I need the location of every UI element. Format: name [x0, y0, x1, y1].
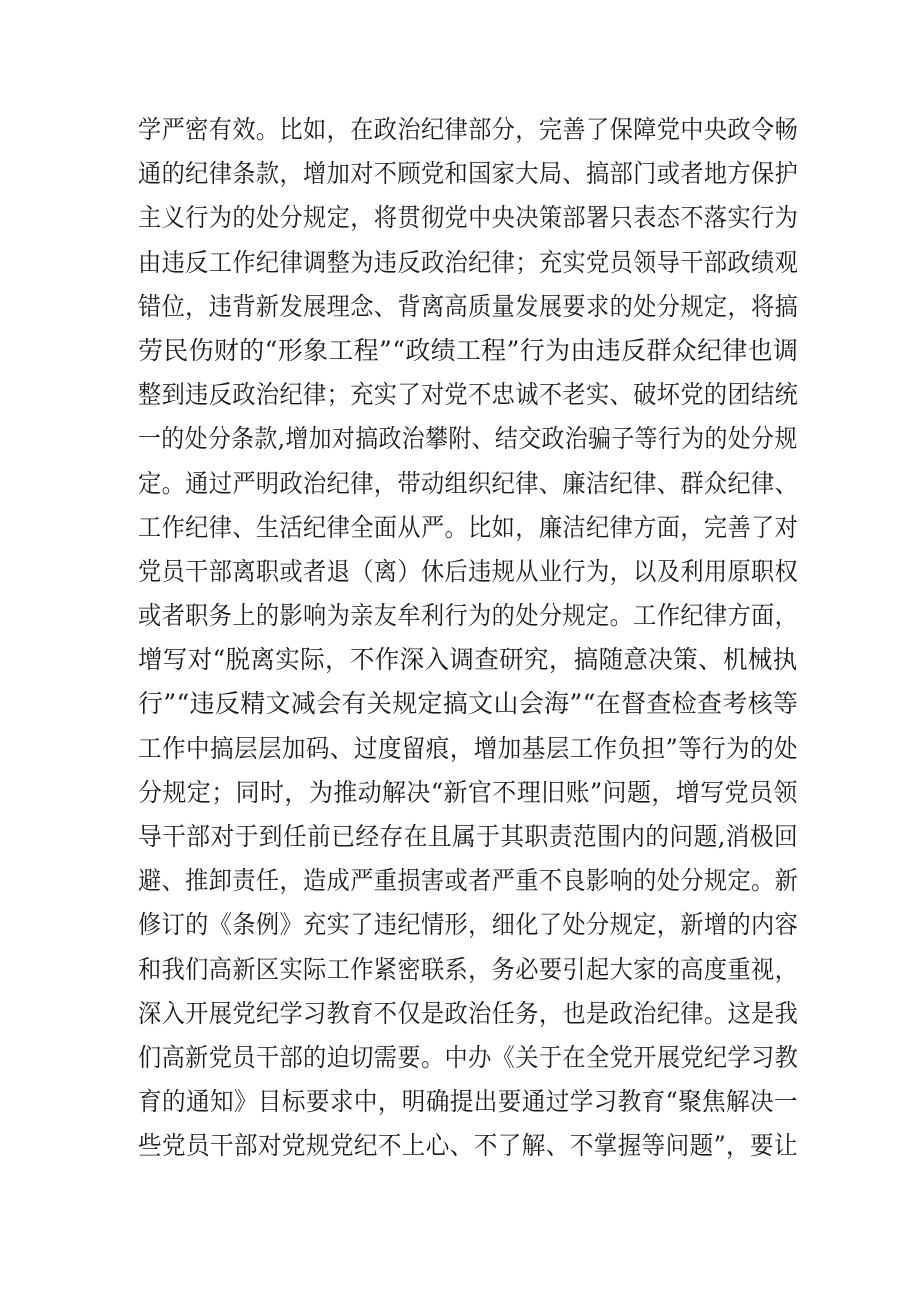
- text-line: 一的处分条款,增加对搞政治攀附、结交政治骗子等行为的处分规: [138, 424, 798, 454]
- text-line: 工作中搞层层加码、过度留痕，增加基层工作负担”等行为的处: [138, 733, 798, 763]
- text-line: 增写对“脱离实际，不作深入调查研究，搞随意决策、机械执: [138, 645, 798, 675]
- text-line: 通的纪律条款，增加对不顾党和国家大局、搞部门或者地方保护: [138, 159, 799, 189]
- text-line: 或者职务上的影响为亲友牟利行为的处分规定。工作纪律方面，: [138, 601, 799, 631]
- text-line: 和我们高新区实际工作紧密联系，务必要引起大家的高度重视，: [138, 954, 799, 984]
- text-line: 主义行为的处分规定，将贯彻党中央决策部署只表态不落实行为: [138, 203, 799, 233]
- text-line: 由违反工作纪律调整为违反政治纪律；充实党员领导干部政绩观: [138, 247, 799, 277]
- text-line: 些党员干部对党规党纪不上心、不了解、不掌握等问题”，要让: [138, 1131, 798, 1161]
- text-line: 劳民伤财的“形象工程”“政绩工程”行为由违反群众纪律也调: [138, 335, 799, 365]
- text-line: 工作纪律、生活纪律全面从严。比如，廉洁纪律方面，完善了对: [138, 512, 799, 542]
- text-line: 深入开展党纪学习教育不仅是政治任务，也是政治纪律。这是我: [138, 998, 799, 1028]
- text-line: 定。通过严明政治纪律，带动组织纪律、廉洁纪律、群众纪律、: [138, 468, 799, 498]
- text-line: 育的通知》目标要求中，明确提出要通过学习教育“聚焦解决一: [138, 1087, 798, 1117]
- text-line: 学严密有效。比如，在政治纪律部分，完善了保障党中央政令畅: [138, 115, 799, 144]
- text-line: 整到违反政治纪律；充实了对党不忠诚不老实、破坏党的团结统: [138, 380, 799, 410]
- text-line: 党员干部离职或者退（离）休后违规从业行为，以及利用原职权: [138, 556, 799, 586]
- body-text: [138, 108, 798, 1169]
- text-line: 避、推卸责任，造成严重损害或者严重不良影响的处分规定。新: [138, 866, 799, 896]
- text-line: 导干部对于到任前已经存在且属于其职责范围内的问题,消极回: [138, 822, 799, 851]
- text-line: 分规定；同时，为推动解决“新官不理旧账”问题，增写党员领: [138, 777, 798, 807]
- text-line: 错位，违背新发展理念、背离高质量发展要求的处分规定，将搞: [138, 291, 799, 321]
- text-line: 行”“违反精文减会有关规定搞文山会海”“在督查检查考核等: [138, 689, 799, 719]
- text-line: 修订的《条例》充实了违纪情形，细化了处分规定，新增的内容: [138, 910, 799, 940]
- text-line: 们高新党员干部的迫切需要。中办《关于在全党开展党纪学习教: [138, 1042, 799, 1072]
